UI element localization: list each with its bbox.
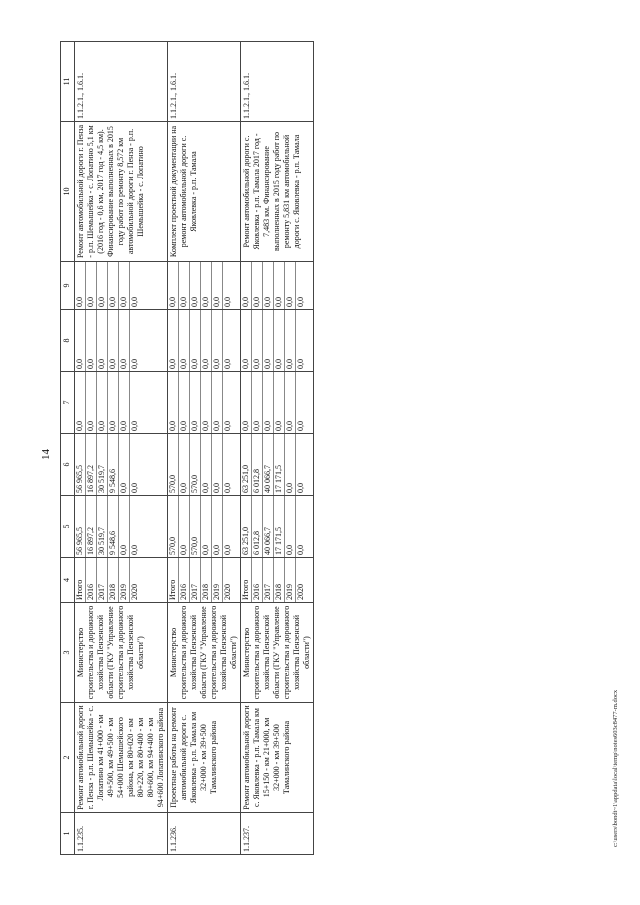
year-cell: 2020 (130, 558, 141, 602)
value-cell: 6 012,8 (252, 434, 263, 495)
value-cell: 570,0 (190, 496, 201, 557)
value-cell: 0,0 (212, 434, 223, 495)
values-years (75, 558, 168, 603)
value-cell: 0,0 (179, 372, 190, 433)
value-cell: 0,0 (285, 496, 296, 557)
column-header: 6 (61, 434, 75, 496)
value-cell: 0,0 (130, 372, 141, 433)
values-col9 (241, 262, 314, 310)
values-years (241, 558, 314, 603)
column-header: 9 (61, 262, 75, 310)
value-cell: 0,0 (223, 434, 234, 495)
value-cell: 0,0 (190, 310, 201, 371)
expected-result: Ремонт автомобильной дороги с. Яковлевка - р.п. Тамала 2017 год - 7,483 км. Финансирование выполненных в 2015 году работ по ремонту 5,831 км автомобильной дороги с. Яковлевка - р.п. Тамала (241, 122, 314, 262)
measure-name: Ремонт автомобильной дороги с. Яковлевка - р.п. Тамала км 15+150 - км 21+000, км 32+000 - км 39+500 Тамалинского района (241, 703, 314, 813)
value-cell: 0,0 (252, 262, 263, 309)
value-cell: 63 251,0 (241, 527, 250, 555)
value-cell: 9 548,6 (108, 496, 119, 557)
table-row (241, 42, 314, 855)
value-cell: 0,0 (201, 434, 212, 495)
value-cell: 0,0 (130, 262, 141, 309)
value-cell: 0,0 (285, 310, 296, 371)
value-cell: 0,0 (263, 262, 274, 309)
value-cell: 0,0 (285, 262, 296, 309)
file-path-footer: c:\users\bondt~1\appdata\local\temp\notes603c8477-m.docx (612, 689, 619, 847)
table-row (168, 42, 241, 855)
value-cell: 0,0 (252, 372, 263, 433)
column-header: 3 (61, 603, 75, 703)
year-cell: Итого (75, 579, 84, 600)
year-cell: 2018 (274, 558, 285, 602)
values-col6 (241, 434, 314, 496)
value-cell: 0,0 (179, 310, 190, 371)
value-cell: 30 519,7 (97, 496, 108, 557)
value-cell: 0,0 (212, 372, 223, 433)
column-header: 7 (61, 372, 75, 434)
value-cell: 0,0 (263, 372, 274, 433)
indicator-codes: 1.1.2.1., 1.6.1. (241, 42, 314, 122)
value-cell: 0,0 (108, 372, 119, 433)
indicator-codes: 1.1.2.1., 1.6.1. (75, 42, 168, 122)
value-cell: 0,0 (97, 310, 108, 371)
values-col8 (168, 310, 241, 372)
value-cell: 0,0 (201, 310, 212, 371)
year-cell: 2017 (263, 558, 274, 602)
values-col5 (75, 496, 168, 558)
value-cell: 0,0 (223, 496, 234, 557)
value-cell: 0,0 (97, 372, 108, 433)
value-cell: 0,0 (179, 496, 190, 557)
year-cell: Итого (168, 579, 177, 600)
column-header: 8 (61, 310, 75, 372)
column-header: 1 (61, 813, 75, 855)
value-cell: 0,0 (75, 297, 84, 307)
value-cell: 0,0 (119, 310, 130, 371)
year-cell: 2020 (223, 558, 234, 602)
value-cell: 6 012,8 (252, 496, 263, 557)
indicator-codes: 1.1.2.1., 1.6.1. (168, 42, 241, 122)
value-cell: 63 251,0 (241, 465, 250, 493)
year-cell: 2018 (108, 558, 119, 602)
value-cell: 0,0 (130, 434, 141, 495)
value-cell: 0,0 (296, 372, 307, 433)
executor-name: Министерство строительства и дорожного хозяйства Пензенской области (ГКУ "Управление строительства и дорожного хозяйства Пензенской области") (168, 603, 241, 703)
column-header: 2 (61, 703, 75, 813)
value-cell: 0,0 (108, 310, 119, 371)
year-cell: 2018 (201, 558, 212, 602)
value-cell: 9 548,6 (108, 434, 119, 495)
column-header: 10 (61, 122, 75, 262)
values-col5 (241, 496, 314, 558)
value-cell: 0,0 (168, 359, 177, 369)
values-years (168, 558, 241, 603)
value-cell: 570,0 (190, 434, 201, 495)
values-col6 (75, 434, 168, 496)
header-row (61, 42, 75, 855)
values-col9 (168, 262, 241, 310)
value-cell: 0,0 (179, 262, 190, 309)
value-cell: 0,0 (296, 434, 307, 495)
values-col8 (75, 310, 168, 372)
value-cell: 0,0 (168, 421, 177, 431)
year-cell: Итого (241, 579, 250, 600)
value-cell: 0,0 (285, 434, 296, 495)
expected-result: Ремонт автомобильной дороги г. Пенза - р.п. Шемышейка - с. Лопатино 5,1 км (2016 год - 0,6 км, 2017 год - 4,5 км). Финансирование выполненных в 2015 году работ по ремонту 8,572 км автомобильной дороги г. Пенза - р.п. Шемышейка - с. Лопатино (75, 122, 168, 262)
value-cell: 56 965,5 (75, 527, 84, 555)
column-header: 4 (61, 558, 75, 603)
executor-name: Министерство строительства и дорожного хозяйства Пензенской области (ГКУ "Управление строительства и дорожного хозяйства Пензенской области") (241, 603, 314, 703)
value-cell: 0,0 (86, 372, 97, 433)
value-cell: 0,0 (75, 359, 84, 369)
value-cell: 0,0 (212, 310, 223, 371)
value-cell: 0,0 (241, 359, 250, 369)
value-cell: 0,0 (212, 262, 223, 309)
values-col6 (168, 434, 241, 496)
year-cell: 2016 (252, 558, 263, 602)
value-cell: 0,0 (223, 310, 234, 371)
value-cell: 16 897,2 (86, 496, 97, 557)
value-cell: 0,0 (201, 496, 212, 557)
year-cell: 2019 (212, 558, 223, 602)
year-cell: 2020 (296, 558, 307, 602)
value-cell: 0,0 (119, 372, 130, 433)
value-cell: 17 171,5 (274, 434, 285, 495)
value-cell: 0,0 (252, 310, 263, 371)
value-cell: 0,0 (168, 297, 177, 307)
year-cell: 2016 (179, 558, 190, 602)
value-cell: 0,0 (190, 262, 201, 309)
value-cell: 0,0 (86, 310, 97, 371)
column-header: 11 (61, 42, 75, 122)
value-cell: 40 066,7 (263, 434, 274, 495)
value-cell: 0,0 (241, 421, 250, 431)
value-cell: 0,0 (285, 372, 296, 433)
value-cell: 0,0 (108, 262, 119, 309)
expected-result: Комплект проектной документации на ремонт автомобильной дороги с. Яковлевка - р.п. Тамала (168, 122, 241, 262)
year-cell: 2016 (86, 558, 97, 602)
value-cell: 0,0 (75, 421, 84, 431)
column-header: 5 (61, 496, 75, 558)
row-number: 1.1.237. (241, 813, 314, 855)
value-cell: 0,0 (119, 262, 130, 309)
value-cell: 0,0 (274, 262, 285, 309)
year-cell: 2017 (190, 558, 201, 602)
value-cell: 0,0 (86, 262, 97, 309)
row-number: 1.1.235. (75, 813, 168, 855)
value-cell: 570,0 (168, 537, 177, 555)
values-col9 (75, 262, 168, 310)
value-cell: 0,0 (179, 434, 190, 495)
value-cell: 17 171,5 (274, 496, 285, 557)
page-number: 14 (40, 449, 52, 460)
value-cell: 0,0 (190, 372, 201, 433)
value-cell: 0,0 (223, 262, 234, 309)
value-cell: 0,0 (201, 372, 212, 433)
row-number: 1.1.236. (168, 813, 241, 855)
year-cell: 2017 (97, 558, 108, 602)
value-cell: 570,0 (168, 475, 177, 493)
value-cell: 16 897,2 (86, 434, 97, 495)
value-cell: 56 965,5 (75, 465, 84, 493)
program-table (60, 41, 314, 855)
table-row (75, 42, 168, 855)
value-cell: 0,0 (130, 496, 141, 557)
values-col5 (168, 496, 241, 558)
value-cell: 30 519,7 (97, 434, 108, 495)
value-cell: 0,0 (274, 372, 285, 433)
value-cell: 0,0 (130, 310, 141, 371)
value-cell: 0,0 (201, 262, 212, 309)
value-cell: 0,0 (274, 310, 285, 371)
value-cell: 0,0 (223, 372, 234, 433)
value-cell: 0,0 (296, 310, 307, 371)
values-col8 (241, 310, 314, 372)
value-cell: 0,0 (119, 434, 130, 495)
year-cell: 2019 (285, 558, 296, 602)
value-cell: 0,0 (119, 496, 130, 557)
value-cell: 0,0 (296, 496, 307, 557)
values-col7 (241, 372, 314, 434)
value-cell: 0,0 (212, 496, 223, 557)
values-col7 (168, 372, 241, 434)
year-cell: 2019 (119, 558, 130, 602)
value-cell: 0,0 (296, 262, 307, 309)
value-cell: 0,0 (97, 262, 108, 309)
measure-name: Ремонт автомобильной дороги г. Пенза - р.п. Шемышейка - с. Лопатино км 41+000 - км 49+500, км 49+500 - км 54+000 Шемышейского района, км 80+020 - км 80+220, км 80+400 - км 80+600, км 94+400 - км 94+600 Лопатинского района (75, 703, 168, 813)
value-cell: 40 066,7 (263, 496, 274, 557)
measure-name: Проектные работы на ремонт автомобильной дороги с. Яковлевка - р.п. Тамала км 32+000 - км 39+500 Тамалинского района (168, 703, 241, 813)
executor-name: Министерство строительства и дорожного хозяйства Пензенской области (ГКУ "Управление строительства и дорожного хозяйства Пензенской области") (75, 603, 168, 703)
values-col7 (75, 372, 168, 434)
value-cell: 0,0 (263, 310, 274, 371)
value-cell: 0,0 (241, 297, 250, 307)
